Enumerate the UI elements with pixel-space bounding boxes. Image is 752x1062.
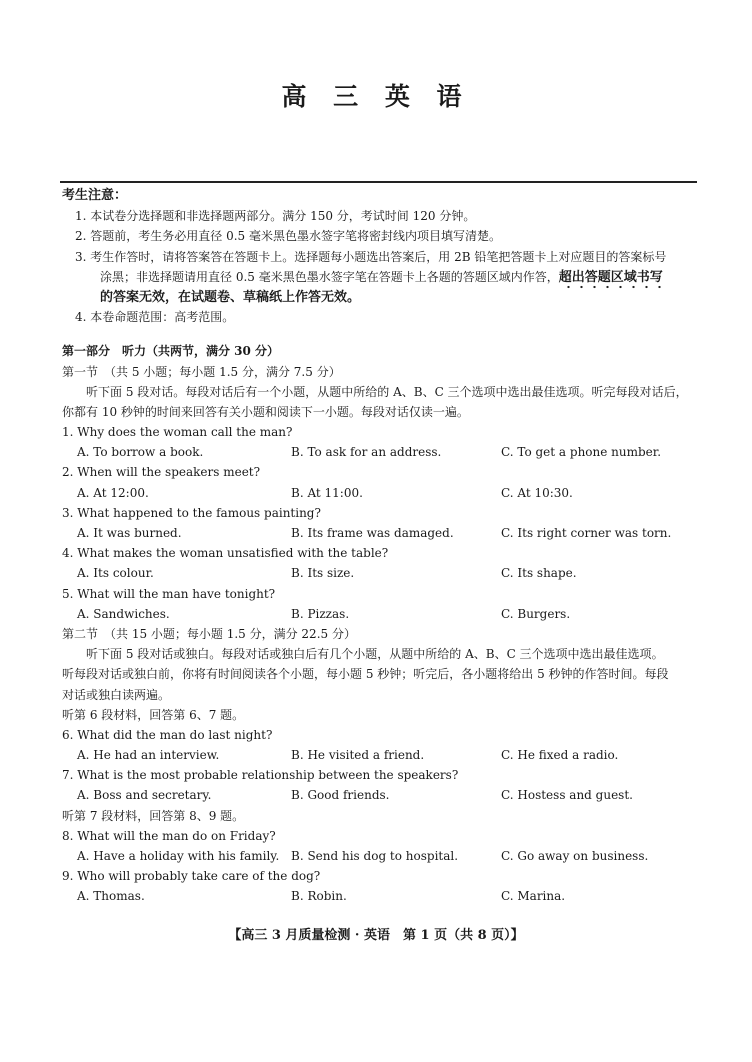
section-2-heading: 第二节 （共 15 小题；每小题 1.5 分，满分 22.5 分） (62, 626, 356, 641)
notice-item-3-emphasis: 超出答题区域书写 (559, 270, 663, 289)
section-2-instruction-line-3: 对话或独白读两遍。 (62, 687, 171, 702)
section-2-instruction-line-1: 听下面 5 段对话或独白。每段对话或独白后有几个小题，从题中所给的 A、B、C 三个选项中选出最佳选项。 (86, 647, 664, 662)
option-c: C. Marina. (501, 889, 566, 904)
option-b: B. Its frame was damaged. (291, 526, 454, 540)
option-b: B. Its size. (291, 566, 355, 581)
notice-item-3-line-1: 3. 考生作答时，请将答案答在答题卡上。选择题每小题选出答案后，用 2B 铅笔把答题卡上对应题目的答案标号 (75, 249, 667, 264)
option-c: C. To get a phone number. (501, 445, 662, 460)
option-a: A. Thomas. (77, 889, 145, 904)
notice-item-3-emphasis-cont: 的答案无效，在试题卷、草稿纸上作答无效。 (100, 289, 361, 305)
option-a: A. It was burned. (77, 526, 182, 540)
question-1: 1. Why does the woman call the man? (62, 425, 293, 440)
question-4-options (62, 563, 698, 583)
question-7: 7. What is the most probable relationship between the speakers? (62, 768, 459, 783)
option-b: B. He visited a friend. (291, 748, 425, 763)
question-9-options (62, 886, 698, 906)
question-7-options (62, 785, 698, 805)
option-a: A. Its colour. (77, 566, 154, 581)
page-title: 高 三 英 语 (281, 82, 471, 111)
option-c: C. Its right corner was torn. (501, 526, 672, 540)
question-5-options (62, 604, 698, 624)
section-2-instruction-line-2: 听每段对话或独白前，你将有时间阅读各个小题，每小题 5 秒钟；听完后，各小题将给出 5 秒钟的作答时间。每段 (62, 667, 669, 682)
question-4: 4. What makes the woman unsatisfied with the table? (62, 546, 389, 561)
option-c: C. Its shape. (501, 566, 577, 581)
section-1-heading: 第一节 （共 5 小题；每小题 1.5 分，满分 7.5 分） (62, 364, 341, 379)
option-a: A. Sandwiches. (77, 606, 170, 621)
material-7-instruction: 听第 7 段材料，回答第 8、9 题。 (62, 808, 245, 823)
option-a: A. Have a holiday with his family. (77, 849, 280, 863)
header-divider (60, 181, 697, 183)
option-b: B. Robin. (291, 889, 347, 904)
question-1-options (62, 442, 698, 462)
notice-item-3-plain: 涂黑；非选择题请用直径 0.5 毫米黑色墨水签字笔在答题卡上各题的答题区域内作答， (100, 269, 559, 284)
question-6: 6. What did the man do last night? (62, 727, 273, 742)
option-c: C. Go away on business. (501, 849, 649, 863)
question-3-options (62, 523, 698, 543)
question-2: 2. When will the speakers meet? (62, 465, 261, 480)
material-6-instruction: 听第 6 段材料，回答第 6、7 题。 (62, 707, 245, 722)
part-1-heading: 第一部分 听力（共两节，满分 30 分） (62, 344, 280, 359)
question-9: 9. Who will probably take care of the dog? (62, 869, 321, 884)
notice-item-3-line-2 (62, 267, 698, 287)
option-a: A. He had an interview. (77, 748, 220, 763)
option-b: B. At 11:00. (291, 485, 363, 500)
notice-item-4: 4. 本卷命题范围：高考范围。 (75, 310, 235, 325)
option-c: C. Hostess and guest. (501, 788, 633, 803)
option-a: A. To borrow a book. (77, 445, 204, 460)
notice-item-3-line-3 (62, 287, 698, 307)
option-c: C. At 10:30. (501, 485, 573, 500)
question-6-options (62, 745, 698, 765)
option-b: B. To ask for an address. (291, 445, 442, 460)
option-a: A. At 12:00. (77, 485, 149, 500)
question-3: 3. What happened to the famous painting? (62, 505, 321, 520)
notice-item-2: 2. 答题前，考生务必用直径 0.5 毫米黑色墨水签字笔将密封线内项目填写清楚。 (75, 229, 501, 244)
spacer (62, 327, 698, 341)
question-5: 5. What will the man have tonight? (62, 586, 276, 601)
notice-item-1: 1. 本试卷分选择题和非选择题两部分。满分 150 分，考试时间 120 分钟。 (75, 209, 476, 224)
section-1-instruction-line-1: 听下面 5 段对话。每段对话后有一个小题，从题中所给的 A、B、C 三个选项中选出最佳选项。听完每段对话后， (86, 384, 688, 399)
question-2-options (62, 483, 698, 503)
section-1-instruction-line-2: 你都有 10 秒钟的时间来回答有关小题和阅读下一小题。每段对话仅读一遍。 (62, 404, 469, 419)
option-c: C. Burgers. (501, 606, 571, 621)
exam-content (62, 186, 698, 907)
option-b: B. Pizzas. (291, 606, 350, 621)
option-a: A. Boss and secretary. (77, 788, 212, 803)
option-c: C. He fixed a radio. (501, 748, 619, 763)
page-footer: 【高三 3 月质量检测 · 英语 第 1 页（共 8 页）】 (228, 928, 524, 943)
notice-heading: 考生注意： (62, 188, 128, 203)
question-8-options (62, 846, 698, 866)
option-b: B. Send his dog to hospital. (291, 849, 459, 863)
option-b: B. Good friends. (291, 788, 390, 803)
question-8: 8. What will the man do on Friday? (62, 828, 276, 843)
